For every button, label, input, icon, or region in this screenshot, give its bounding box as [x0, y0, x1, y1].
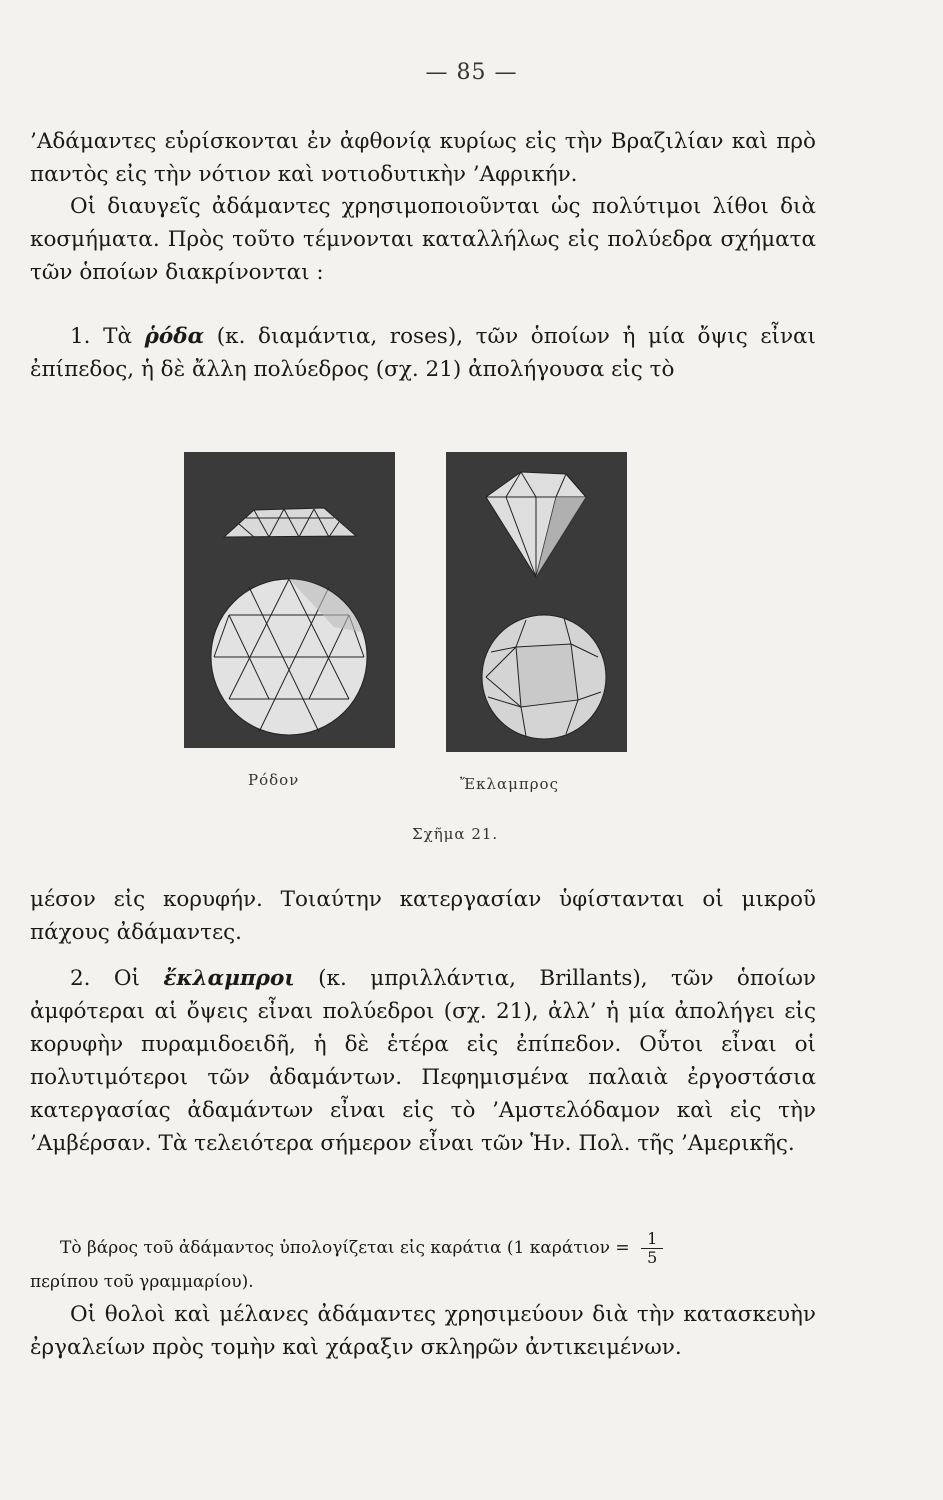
paragraph-text: Οἱ διαυγεῖς ἀδάμαντες χρησιμοποιοῦνται ὡς πολύτιμοι λίθοι διὰ κοσμήματα. Πρὸς τοῦτο τέμνονται καταλλήλως εἰς πολύεδρα σχήματα τῶν ὁποίων διακρίνονται :: [30, 194, 816, 285]
term-brilliants: ἔκλαμπροι: [163, 966, 295, 991]
list-number: 2. Οἱ: [70, 966, 140, 991]
paragraph-diamond-sources: [30, 125, 816, 191]
paragraph-text: (κ. διαμάντια, roses), τῶν ὁποίων ἡ μία ὄψις εἶναι ἐπίπεδος, ἡ δὲ ἄλλη πολύεδρος (σχ. 21) ἀπολήγουσα εἰς τὸ: [30, 324, 816, 382]
page-number: — 85 —: [425, 60, 518, 85]
figure-brilliant-cut: [446, 452, 627, 752]
rose-diamond-illustration: [184, 452, 395, 748]
figure-caption: Σχῆμα 21.: [412, 825, 499, 843]
paragraph-dark-diamonds: [30, 1298, 816, 1364]
fraction-one-fifth: [641, 1230, 663, 1267]
paragraph-text: (κ. μπριλλάντια, Brillants), τῶν ὁποίων ἀμφότεραι αἱ ὄψεις εἶναι πολύεδροι (σχ. 21), ἀλλ’ ἡ μία ἀπολήγει εἰς κορυφὴν πυραμιδοειδῆ, ἡ δὲ ἑτέρα εἰς ἐπίπεδον. Οὗτοι εἶναι οἱ πολυτιμότεροι τῶν ἀδαμάντων. Πεφημισμένα παλαιὰ ἐργοστάσια κατεργασίας ἀδαμάντων εἶναι εἰς τὸ ’Αμστελόδαμον καὶ εἰς τὴν ’Αμβέρσαν. Τὰ τελειότερα σήμερον εἶναι τῶν Ἡν. Πολ. τῆς ’Αμερικῆς.: [30, 966, 816, 1156]
paragraph-text: μέσον εἰς κορυφήν. Τοιαύτην κατεργασίαν ὑφίστανται οἱ μικροῦ πάχους ἀδάμαντες.: [30, 887, 816, 945]
paragraph-text: ’Αδάμαντες εὑρίσκονται ἐν ἀφθονίᾳ κυρίως εἰς τὴν Βραζιλίαν καὶ πρὸ παντὸς εἰς τὴν νότιον καὶ νοτιοδυτικὴν ’Αφρικήν.: [30, 129, 816, 187]
figure-rose-cut: [184, 452, 395, 748]
list-number: 1. Τὰ: [70, 324, 132, 349]
footnote-carat: [30, 1230, 816, 1297]
fraction-numerator: 1: [641, 1230, 663, 1249]
paragraph-roses: [30, 320, 816, 386]
figure-caption-brilliant: Ἔκλαμπρος: [460, 775, 559, 793]
footnote-text: Τὸ βάρος τοῦ ἀδάμαντος ὑπολογίζεται εἰς καράτια (1 καράτιον =: [60, 1238, 630, 1258]
brilliant-diamond-illustration: [446, 452, 627, 752]
term-roses: ῥόδα: [144, 324, 205, 349]
paragraph-roses-continued: [30, 883, 816, 949]
figure-caption-rose: Ρόδον: [248, 771, 300, 789]
footnote-text-end: περίπου τοῦ γραμμαρίου).: [30, 1272, 254, 1292]
paragraph-brilliants: [30, 962, 816, 1160]
paragraph-diamond-uses: [30, 190, 816, 289]
paragraph-text: Οἱ θολοὶ καὶ μέλανες ἀδάμαντες χρησιμεύουν διὰ τὴν κατασκευὴν ἐργαλείων πρὸς τομὴν καὶ χάραξιν σκληρῶν ἀντικειμένων.: [30, 1302, 816, 1360]
fraction-denominator: 5: [647, 1248, 658, 1267]
